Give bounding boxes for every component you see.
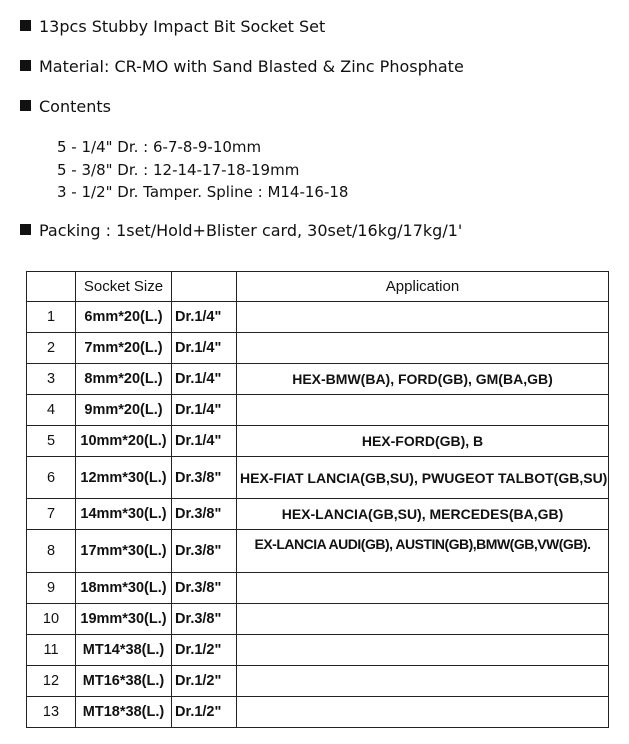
contents-item: 5 - 1/4" Dr. : 6-7-8-9-10mm — [57, 138, 262, 156]
table-row — [27, 364, 609, 395]
row-number: 6 — [27, 457, 76, 499]
header-drive — [172, 272, 237, 302]
material-line — [20, 57, 464, 77]
contents-heading: Contents — [39, 97, 111, 116]
packing-line — [20, 221, 462, 241]
application-cell — [237, 395, 609, 426]
socket-spec-table — [26, 271, 609, 728]
drive-cell: Dr.3/8" — [172, 457, 237, 499]
bullet-square-icon — [20, 60, 31, 71]
row-number: 5 — [27, 426, 76, 457]
socket-size-cell: 6mm*20(L.) — [76, 302, 172, 333]
socket-size-cell: MT18*38(L.) — [76, 697, 172, 728]
packing-text: Packing : 1set/Hold+Blister card, 30set/16kg/17kg/1' — [39, 221, 463, 240]
product-title: 13pcs Stubby Impact Bit Socket Set — [39, 17, 326, 36]
table-row — [27, 604, 609, 635]
socket-size-cell: MT16*38(L.) — [76, 666, 172, 697]
row-number: 8 — [27, 530, 76, 573]
header-socket-size: Socket Size — [76, 272, 172, 302]
application-cell — [237, 697, 609, 728]
row-number: 13 — [27, 697, 76, 728]
application-cell — [237, 333, 609, 364]
table-row — [27, 457, 609, 499]
drive-cell: Dr.3/8" — [172, 530, 237, 573]
row-number: 11 — [27, 635, 76, 666]
table-row — [27, 697, 609, 728]
application-cell: HEX-LANCIA(GB,SU), MERCEDES(BA,GB) — [237, 499, 609, 530]
table-row — [27, 635, 609, 666]
drive-cell: Dr.3/8" — [172, 573, 237, 604]
drive-cell: Dr.3/8" — [172, 604, 237, 635]
application-cell: HEX-BMW(BA), FORD(GB), GM(BA,GB) — [237, 364, 609, 395]
socket-size-cell: 14mm*30(L.) — [76, 499, 172, 530]
drive-cell: Dr.1/4" — [172, 395, 237, 426]
application-cell — [237, 302, 609, 333]
contents-item: 3 - 1/2" Dr. Tamper. Spline : M14-16-18 — [57, 183, 349, 201]
table-row — [27, 530, 609, 573]
table-row — [27, 573, 609, 604]
material-text: Material: CR-MO with Sand Blasted & Zinc Phosphate — [39, 57, 464, 76]
drive-cell: Dr.1/4" — [172, 302, 237, 333]
socket-size-cell: 17mm*30(L.) — [76, 530, 172, 573]
row-number: 3 — [27, 364, 76, 395]
socket-size-cell: 10mm*20(L.) — [76, 426, 172, 457]
drive-cell: Dr.1/4" — [172, 333, 237, 364]
bullet-square-icon — [20, 100, 31, 111]
table-row — [27, 666, 609, 697]
bullet-square-icon — [20, 224, 31, 235]
drive-cell: Dr.1/2" — [172, 697, 237, 728]
application-cell: EX-LANCIA AUDI(GB), AUSTIN(GB),BMW(GB,VW(GB). — [237, 530, 609, 573]
row-number: 2 — [27, 333, 76, 364]
socket-size-cell: 8mm*20(L.) — [76, 364, 172, 395]
contents-heading-line — [20, 97, 111, 117]
socket-size-cell: 19mm*30(L.) — [76, 604, 172, 635]
socket-size-cell: 9mm*20(L.) — [76, 395, 172, 426]
row-number: 7 — [27, 499, 76, 530]
row-number: 9 — [27, 573, 76, 604]
drive-cell: Dr.1/2" — [172, 635, 237, 666]
socket-size-cell: MT14*38(L.) — [76, 635, 172, 666]
row-number: 10 — [27, 604, 76, 635]
drive-cell: Dr.1/4" — [172, 426, 237, 457]
application-cell — [237, 635, 609, 666]
row-number: 4 — [27, 395, 76, 426]
title-line — [20, 17, 325, 37]
contents-item: 5 - 3/8" Dr. : 12-14-17-18-19mm — [57, 161, 300, 179]
bullet-square-icon — [20, 20, 31, 31]
application-cell — [237, 573, 609, 604]
socket-size-cell: 7mm*20(L.) — [76, 333, 172, 364]
drive-cell: Dr.1/4" — [172, 364, 237, 395]
table-header-row — [27, 272, 609, 302]
row-number: 1 — [27, 302, 76, 333]
table-row — [27, 426, 609, 457]
application-cell: HEX-FIAT LANCIA(GB,SU), PWUGEOT TALBOT(GB,SU) — [237, 457, 609, 499]
table-row — [27, 499, 609, 530]
table-row — [27, 395, 609, 426]
socket-size-cell: 12mm*30(L.) — [76, 457, 172, 499]
application-cell: HEX-FORD(GB), B — [237, 426, 609, 457]
drive-cell: Dr.1/2" — [172, 666, 237, 697]
header-application: Application — [237, 272, 609, 302]
application-cell — [237, 604, 609, 635]
header-no — [27, 272, 76, 302]
table-row — [27, 302, 609, 333]
row-number: 12 — [27, 666, 76, 697]
drive-cell: Dr.3/8" — [172, 499, 237, 530]
socket-size-cell: 18mm*30(L.) — [76, 573, 172, 604]
table-row — [27, 333, 609, 364]
application-cell — [237, 666, 609, 697]
